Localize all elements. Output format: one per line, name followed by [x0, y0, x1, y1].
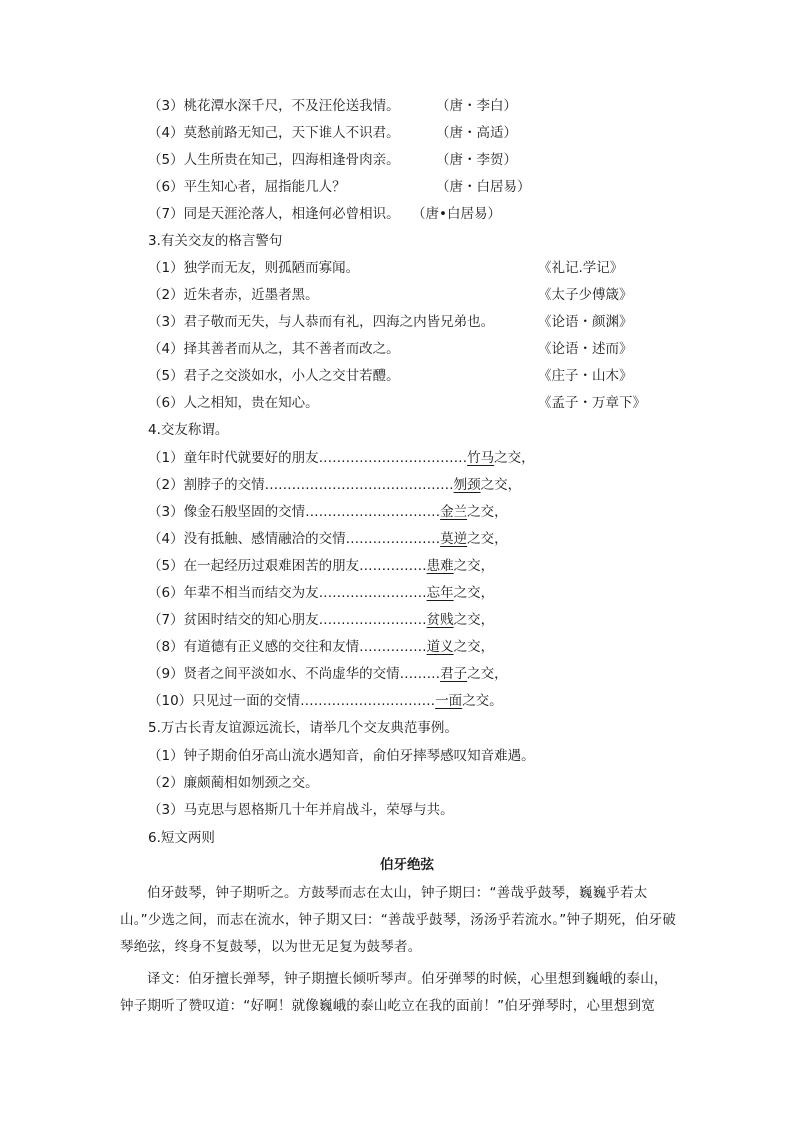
term-name: 金兰: [440, 504, 468, 520]
term-name: 竹马: [467, 450, 495, 466]
term-desc: （3）像金石般坚固的交情…………………………: [148, 504, 441, 520]
term-suffix: 之交，: [480, 477, 522, 493]
term-suffix: 之交，: [453, 558, 495, 574]
section6-heading: 6.短文两则: [148, 830, 215, 846]
term-row-7: [148, 610, 494, 630]
term-suffix: 之交，: [453, 639, 495, 655]
maxim-line-3: （3）君子敬而无失，与人恭而有礼，四海之内皆兄弟也。: [148, 314, 495, 330]
maxim-line-6: （6）人之相知，贵在知心。: [148, 395, 319, 411]
maxim-line-5: （5）君子之交淡如水，小人之交甘若醴。: [148, 368, 400, 384]
maxim-source-3: 《论语・颜渊》: [538, 314, 633, 330]
section5-heading: 5.万古长青友谊源远流长，请举几个交友典范事例。: [148, 720, 458, 736]
term-desc: （4）没有抵触、感情融洽的交情…………………: [148, 531, 441, 547]
term-desc: （7）贫困时结交的知心朋友……………………: [148, 612, 427, 628]
maxim-line-2: （2）近朱者赤，近墨者黑。: [148, 287, 319, 303]
term-row-2: [148, 475, 521, 495]
term-row-5: [148, 556, 494, 576]
term-row-6: [148, 583, 494, 603]
poem-source-3: （唐・李白）: [436, 98, 517, 114]
term-name: 贫贱: [426, 612, 454, 628]
term-name: 忘年: [426, 585, 454, 601]
passage-translation: 译文：伯牙擅长弹琴，钟子期擅长倾听琴声。伯牙弹琴的时候，心里想到巍峨的泰山，钟子期听了赞叹道：“好啊！就像巍峨的泰山屹立在我的面前！”伯牙弹琴时，心里想到宽: [120, 971, 668, 1014]
term-row-9: [148, 664, 508, 684]
passage-text: 伯牙鼓琴，钟子期听之。方鼓琴而志在太山，钟子期曰：“善哉乎鼓琴，巍巍乎若太山。”少选之间，而志在流水，钟子期又曰：“善哉乎鼓琴，汤汤乎若流水。”钟子期死，伯牙破琴绝弦，终身不复鼓琴，以为世无足复为鼓琴者。: [120, 885, 677, 955]
example-line-2: （2）廉颇蔺相如刎颈之交。: [148, 775, 319, 791]
term-row-8: [148, 637, 494, 657]
term-name: 刎颈: [453, 477, 481, 493]
example-line-3: （3）马克思与恩格斯几十年并肩战斗，荣辱与共。: [148, 802, 454, 818]
term-row-10: [148, 691, 503, 711]
poem-line-3: （3）桃花潭水深千尺，不及汪伦送我情。: [148, 98, 400, 114]
maxim-source-4: 《论语・述而》: [538, 341, 633, 357]
maxim-source-6: 《孟子・万章下》: [538, 395, 646, 411]
section4-heading: 4.交友称谓。: [148, 422, 229, 438]
term-suffix: 之交，: [467, 531, 508, 547]
term-suffix: 之交，: [494, 450, 535, 466]
poem-source-5: （唐・李贺）: [436, 152, 517, 168]
example-line-1: （1）钟子期俞伯牙高山流水遇知音，俞伯牙摔琴感叹知音难遇。: [148, 748, 535, 764]
term-desc: （2）割脖子的交情……………………………………: [148, 477, 454, 493]
maxim-source-2: 《太子少傅箴》: [538, 287, 633, 303]
poem-line-5: （5）人生所贵在知己，四海相逢骨肉亲。: [148, 152, 400, 168]
term-row-3: [148, 502, 508, 522]
term-suffix: 之交。: [462, 693, 503, 709]
poem-line-7: （7）同是天涯沦落人，相逢何必曾相识。: [148, 206, 400, 222]
term-desc: （10）只见过一面的交情…………………………: [148, 693, 436, 709]
term-name: 莫逆: [440, 531, 468, 547]
maxim-line-1: （1）独学而无友，则孤陋而寡闻。: [148, 260, 360, 276]
term-desc: （8）有道德有正义感的交往和友情……………: [148, 639, 427, 655]
maxim-source-1: 《礼记.学记》: [538, 260, 624, 276]
term-name: 一面: [435, 693, 463, 709]
term-row-1: [148, 448, 535, 468]
term-row-4: [148, 529, 508, 549]
poem-line-4: （4）莫愁前路无知己，天下谁人不识君。: [148, 125, 400, 141]
term-suffix: 之交，: [453, 585, 495, 601]
poem-line-6: （6）平生知心者，屈指能几人？: [148, 179, 346, 195]
term-suffix: 之交，: [467, 666, 508, 682]
section3-heading: 3.有关交友的格言警句: [148, 233, 283, 249]
term-name: 道义: [426, 639, 454, 655]
term-desc: （1）童年时代就要好的朋友……………………………: [148, 450, 468, 466]
term-name: 患难: [426, 558, 454, 574]
maxim-source-5: 《庄子・山木》: [538, 368, 633, 384]
term-desc: （5）在一起经历过艰难困苦的朋友……………: [148, 558, 427, 574]
term-name: 君子: [440, 666, 468, 682]
term-suffix: 之交，: [467, 504, 508, 520]
term-desc: （6）年辈不相当而结交为友……………………: [148, 585, 427, 601]
term-suffix: 之交，: [453, 612, 495, 628]
passage-title: 伯牙绝弦: [380, 857, 434, 873]
maxim-line-4: （4）择其善者而从之，其不善者而改之。: [148, 341, 400, 357]
poem-source-7: （唐•白居易）: [412, 206, 501, 222]
term-desc: （9）贤者之间平淡如水、不尚虚华的交情………: [148, 666, 441, 682]
poem-source-6: （唐・白居易）: [436, 179, 531, 195]
poem-source-4: （唐・高适）: [436, 125, 517, 141]
